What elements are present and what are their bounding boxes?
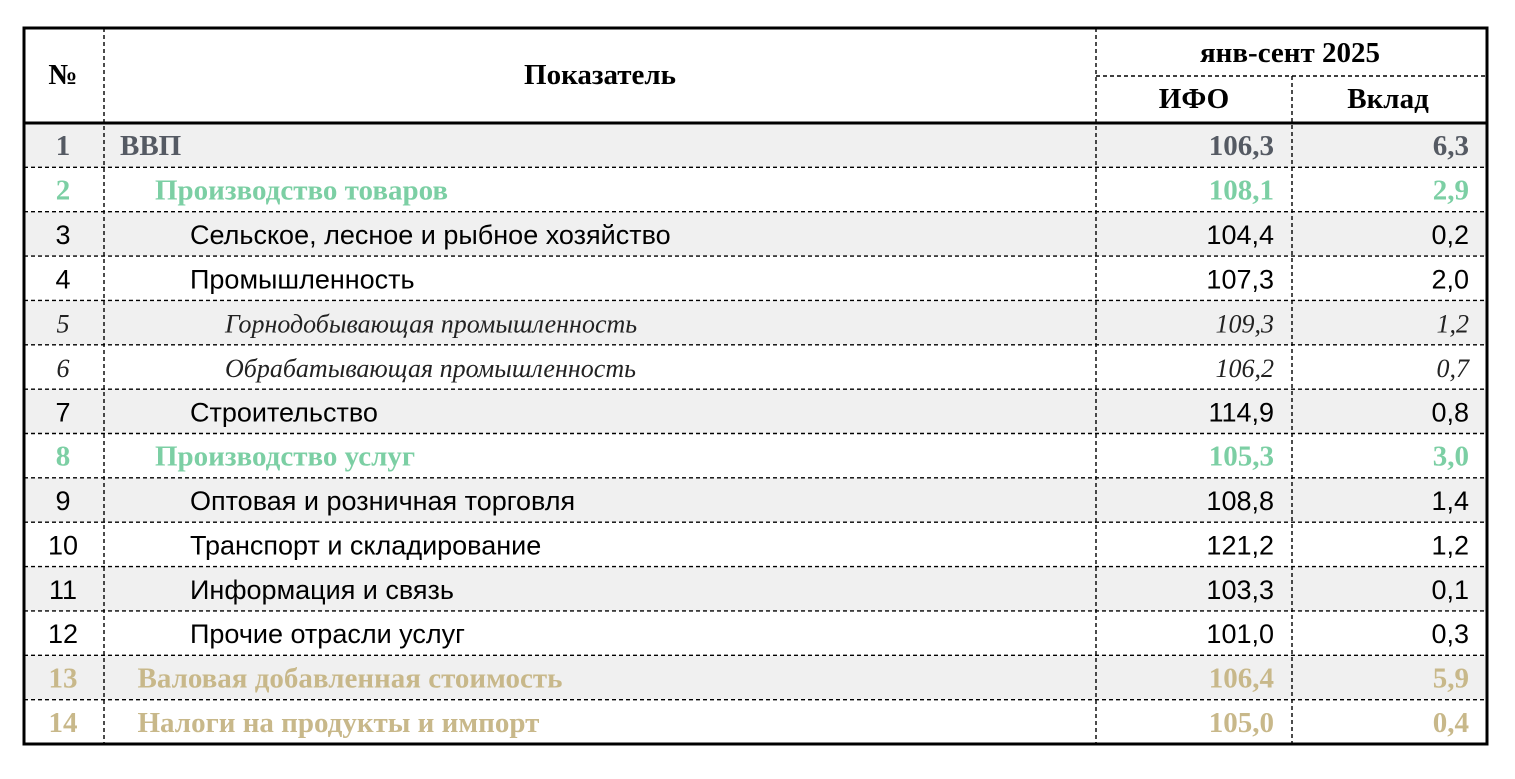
row-contribution-value: 0,8 — [1431, 397, 1469, 428]
row-contribution-value: 0,7 — [1436, 353, 1469, 383]
row-ifo-value: 103,3 — [1206, 574, 1274, 605]
row-number: 7 — [55, 397, 71, 428]
row-indicator-name: Обрабатывающая промышленность — [225, 353, 636, 383]
header-contrib: Вклад — [1347, 83, 1429, 115]
row-number: 8 — [55, 440, 71, 473]
row-indicator-name: Промышленность — [190, 264, 415, 295]
row-contribution-value: 1,2 — [1436, 309, 1469, 339]
row-ifo-value: 108,8 — [1206, 486, 1274, 517]
row-ifo-value: 106,4 — [1208, 662, 1274, 695]
row-indicator-name: Информация и связь — [190, 574, 455, 605]
row-contribution-value: 0,2 — [1431, 219, 1469, 250]
row-ifo-value: 105,0 — [1208, 706, 1274, 739]
row-indicator-name: Оптовая и розничная торговля — [190, 486, 576, 517]
header-num: № — [48, 59, 78, 91]
row-number: 5 — [56, 309, 70, 339]
header-period: янв-сент 2025 — [1199, 37, 1381, 69]
table-header — [48, 37, 1429, 115]
row-ifo-value: 106,2 — [1215, 353, 1274, 383]
row-contribution-value: 1,4 — [1431, 486, 1469, 517]
row-number: 3 — [55, 219, 71, 250]
row-indicator-name: Сельское, лесное и рыбное хозяйство — [190, 219, 671, 250]
row-contribution-value: 6,3 — [1432, 130, 1469, 163]
row-number: 13 — [48, 662, 78, 695]
row-indicator-name: Производство услуг — [155, 440, 416, 473]
row-number: 14 — [48, 706, 78, 739]
row-ifo-value: 104,4 — [1206, 219, 1274, 250]
row-indicator-name: Производство товаров — [155, 174, 449, 207]
row-number: 1 — [55, 130, 71, 163]
row-ifo-value: 108,1 — [1208, 174, 1274, 207]
header-name: Показатель — [524, 59, 676, 91]
row-contribution-value: 0,1 — [1431, 574, 1469, 605]
row-contribution-value: 2,0 — [1431, 264, 1469, 295]
row-number: 10 — [47, 530, 79, 561]
row-indicator-name: Прочие отрасли услуг — [190, 619, 465, 650]
row-number: 11 — [48, 574, 78, 605]
row-number: 6 — [56, 353, 70, 383]
row-indicator-name: Транспорт и складирование — [190, 530, 542, 561]
row-indicator-name: Горнодобывающая промышленность — [225, 309, 638, 339]
row-contribution-value: 5,9 — [1432, 662, 1469, 695]
row-contribution-value: 1,2 — [1431, 530, 1469, 561]
row-number: 12 — [47, 619, 79, 650]
row-indicator-name: ВВП — [120, 130, 182, 163]
row-contribution-value: 2,9 — [1432, 174, 1469, 207]
row-ifo-value: 121,2 — [1206, 530, 1274, 561]
row-indicator-name: Налоги на продукты и импорт — [137, 706, 540, 739]
header-ifo: ИФО — [1158, 83, 1230, 115]
row-ifo-value: 114,9 — [1208, 397, 1274, 428]
row-contribution-value: 0,3 — [1431, 619, 1469, 650]
row-contribution-value: 3,0 — [1432, 440, 1469, 473]
row-ifo-value: 109,3 — [1215, 309, 1274, 339]
row-indicator-name: Строительство — [190, 397, 378, 428]
row-number: 4 — [55, 264, 71, 295]
row-indicator-name: Валовая добавленная стоимость — [137, 662, 563, 695]
row-ifo-value: 106,3 — [1208, 130, 1274, 163]
row-contribution-value: 0,4 — [1432, 706, 1469, 739]
row-ifo-value: 107,3 — [1206, 264, 1274, 295]
row-ifo-value: 105,3 — [1208, 440, 1274, 473]
row-number: 9 — [55, 486, 71, 517]
row-ifo-value: 101,0 — [1206, 619, 1274, 650]
row-number: 2 — [55, 174, 71, 207]
